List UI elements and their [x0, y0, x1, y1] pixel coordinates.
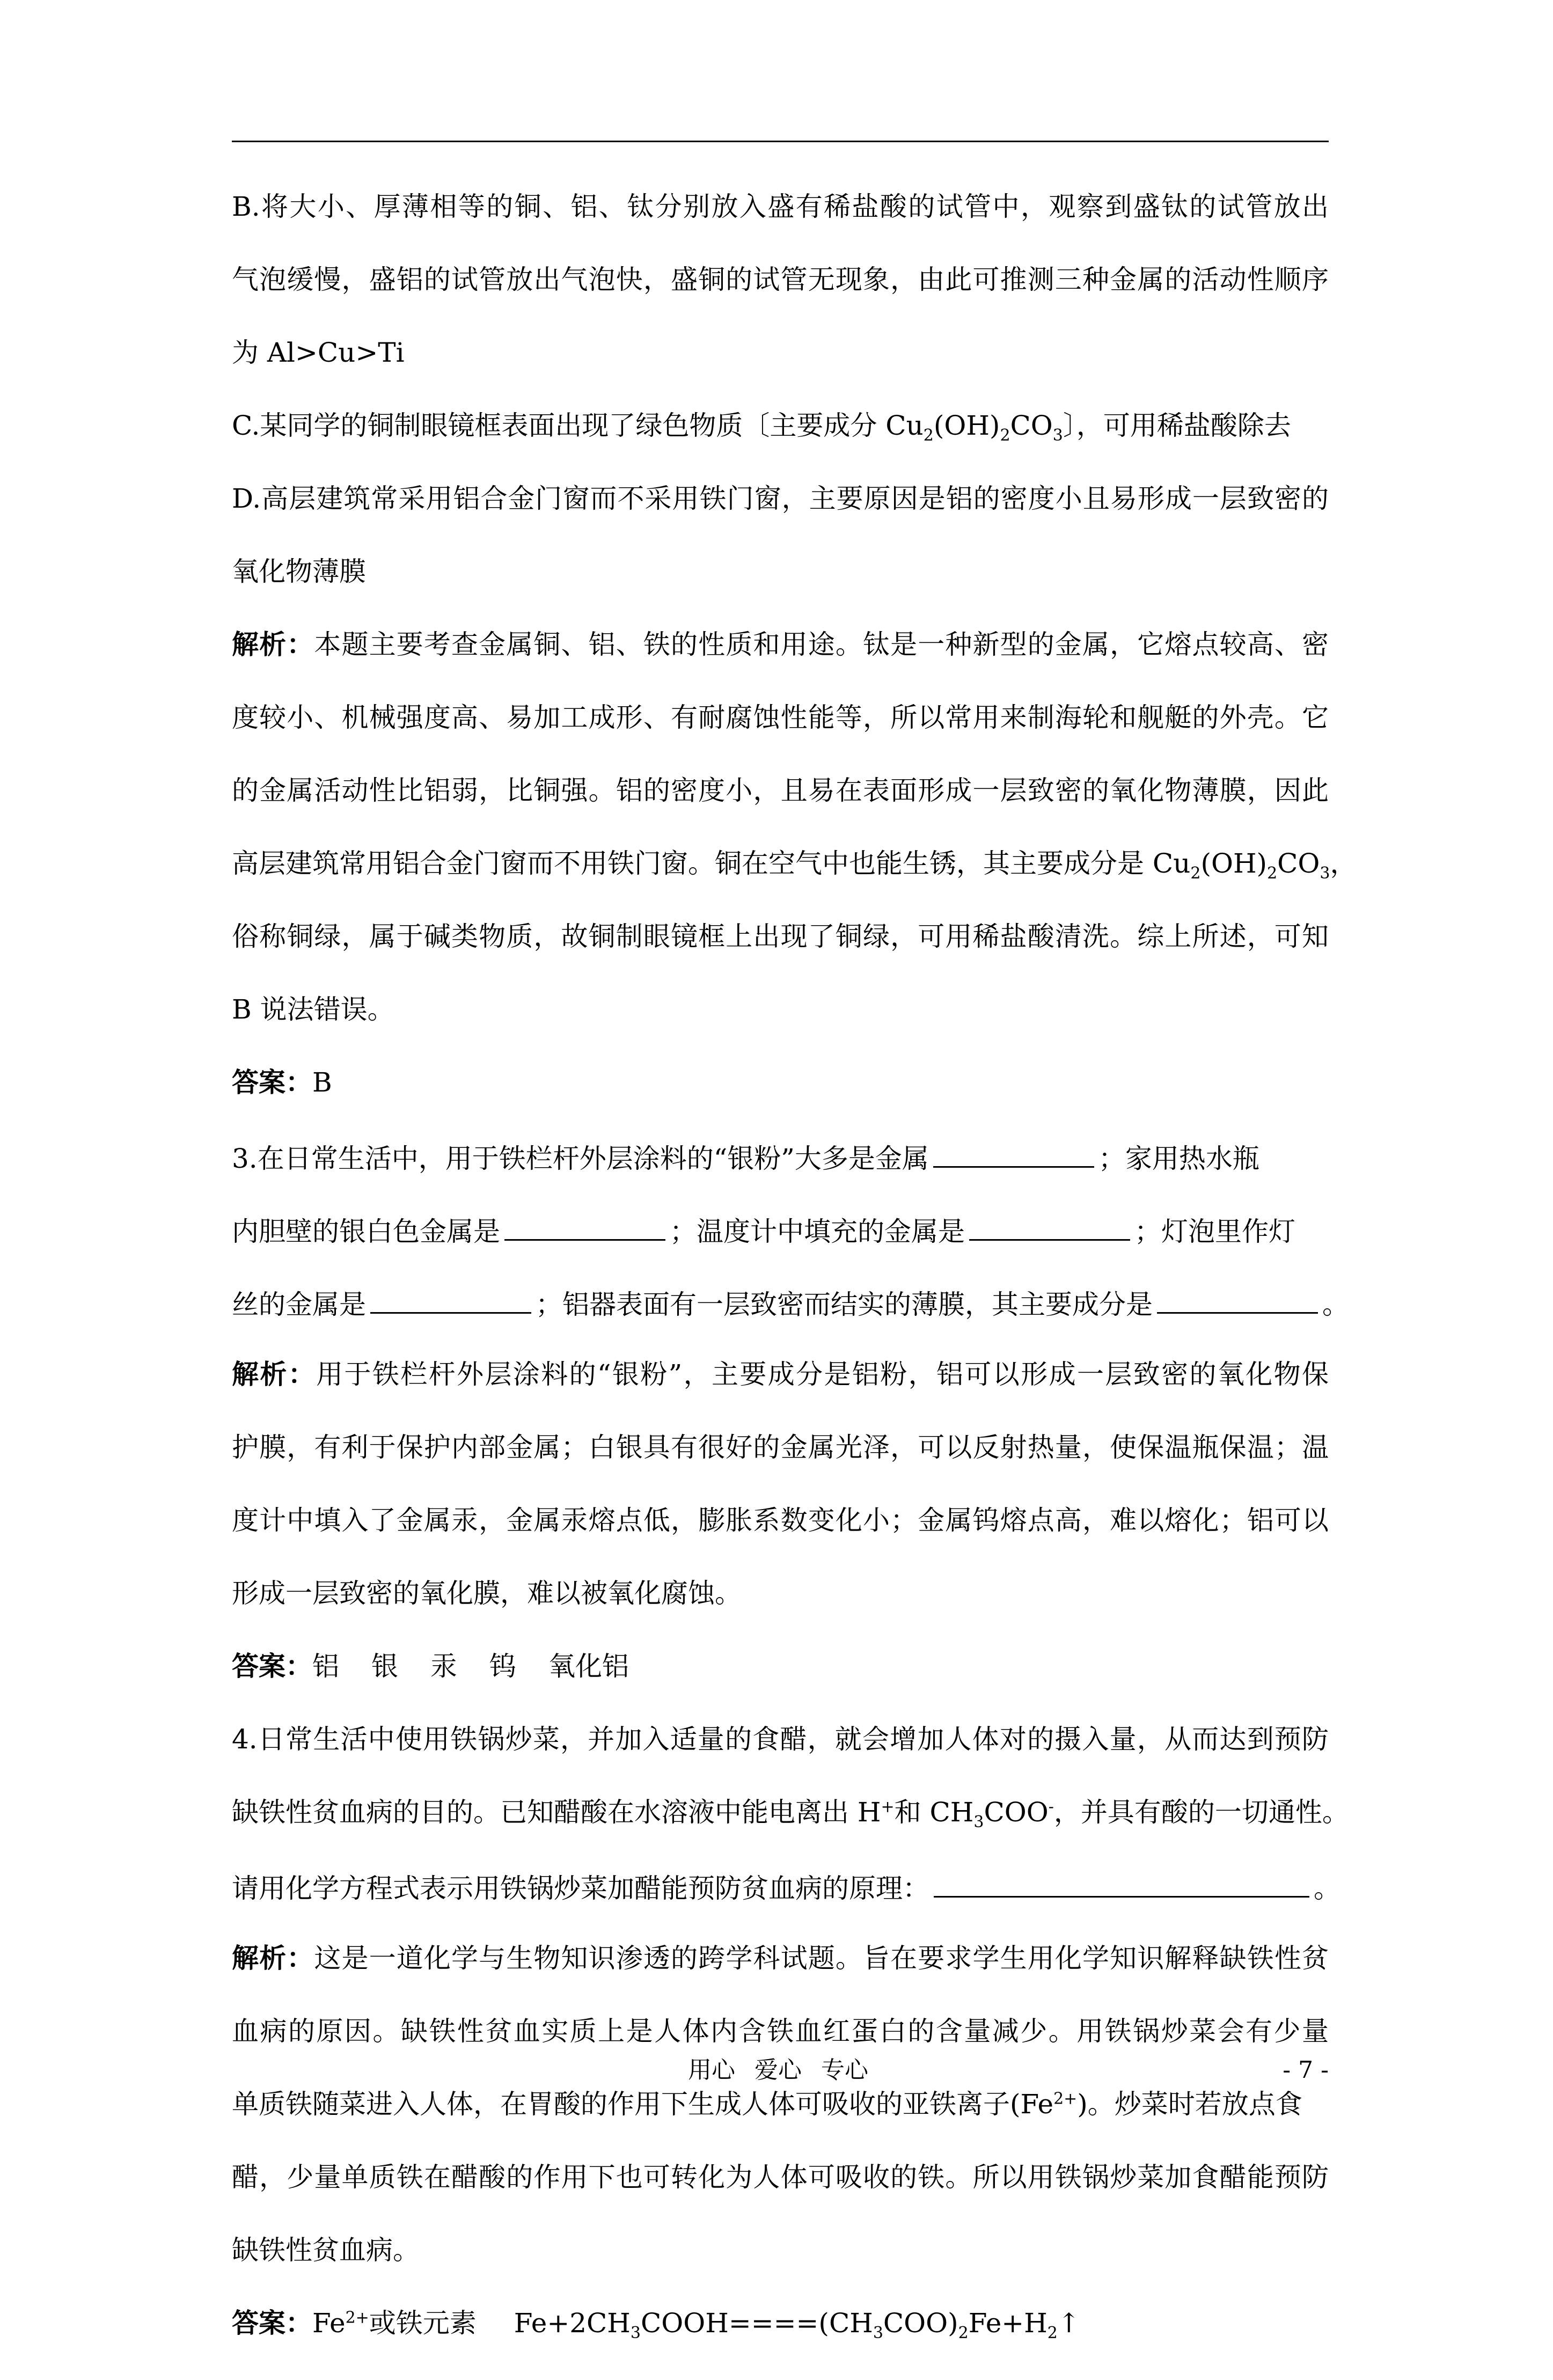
question-4-line-1: 4.日常生活中使用铁锅炒菜，并加入适量的食醋，就会增加人体对的摄入量，从而达到预防: [232, 1724, 1329, 1755]
analysis-2-line-2: 度较小、机械强度高、易加工成形、有耐腐蚀性能等，所以常用来制海轮和舰艇的外壳。它: [232, 702, 1329, 733]
answer-3-line: 答案：铝 银 汞 钨 氧化铝: [232, 1651, 629, 1682]
answer-blank[interactable]: [504, 1212, 665, 1241]
answer-4-line: 答案：$Fe^{2+}$或铁元素 $Fe+2CH_3COOH====(CH_3COO)_2Fe+H_2↑$: [232, 2308, 1080, 2342]
answer-blank[interactable]: [934, 1869, 1309, 1898]
option-d-line-1: D.高层建筑常采用铝合金门窗而不采用铁门窗，主要原因是铝的密度小且易形成一层致密的: [232, 483, 1329, 514]
analysis-4-line-3: 单质铁随菜进入人体，在胃酸的作用下生成人体可吸收的亚铁离子$(Fe^{2+})$。炒菜时若放点食: [232, 2089, 1302, 2120]
analysis-3-line-3: 度计中填入了金属汞，金属汞熔点低，膨胀系数变化小；金属钨熔点高，难以熔化；铝可以: [232, 1505, 1329, 1536]
answer-blank[interactable]: [969, 1212, 1130, 1241]
option-d-line-2: 氧化物薄膜: [232, 556, 366, 587]
answer-2-line: 答案：B: [232, 1067, 332, 1098]
page-number: - 7 -: [1283, 2056, 1329, 2084]
analysis-4-line-5: 缺铁性贫血病。: [232, 2235, 420, 2266]
footer-motto: 用心 爱心 专心: [688, 2056, 868, 2084]
analysis-3-line-4: 形成一层致密的氧化膜，难以被氧化腐蚀。: [232, 1578, 742, 1609]
question-3-line-2: 内胆壁的银白色金属是 ；温度计中填充的金属是 ；灯泡里作灯: [232, 1212, 1329, 1285]
answer-label: 答案：: [232, 1067, 312, 1098]
header-rule: [232, 141, 1329, 142]
option-c-line: C.某同学的铜制眼镜框表面出现了绿色物质〔主要成分 $Cu_2(OH)_2CO_3$〕，可用稀盐酸除去: [232, 410, 1291, 445]
analysis-2-line-5: 俗称铜绿，属于碱类物质，故铜制眼镜框上出现了铜绿，可用稀盐酸清洗。综上所述，可知: [232, 921, 1329, 952]
analysis-2-line-4: 高层建筑常用铝合金门窗而不用铁门窗。铜在空气中也能生锈，其主要成分是 $Cu_2(OH)_2CO_3$，: [232, 848, 1357, 883]
analysis-3-line-2: 护膜，有利于保护内部金属；白银具有很好的金属光泽，可以反射热量，使保温瓶保温；温: [232, 1432, 1329, 1463]
answer-label: 答案：: [232, 2308, 312, 2339]
analysis-label: 解析：: [232, 1943, 314, 1974]
answer-blank[interactable]: [933, 1139, 1094, 1168]
analysis-label: 解析：: [232, 1359, 317, 1390]
chemical-equation: $Fe+2CH_3COOH====(CH_3COO)_2Fe+H_2↑$: [514, 2308, 1080, 2342]
analysis-label: 解析：: [232, 629, 314, 660]
option-b-line-3: 为 Al>Cu>Ti: [232, 337, 405, 368]
analysis-4-line-4: 醋，少量单质铁在醋酸的作用下也可转化为人体可吸收的铁。所以用铁锅炒菜加食醋能预防: [232, 2162, 1329, 2193]
analysis-4-line-1: 解析：这是一道化学与生物知识渗透的跨学科试题。旨在要求学生用化学知识解释缺铁性贫: [232, 1943, 1329, 1974]
question-3-line-3: 丝的金属是 ；铝器表面有一层致密而结实的薄膜，其主要成分是 。: [232, 1285, 1329, 1358]
analysis-3-line-1: 解析：用于铁栏杆外层涂料的“银粉”，主要成分是铝粉，铝可以形成一层致密的氧化物保: [232, 1359, 1329, 1390]
document-body: [232, 191, 1357, 2380]
option-b-line-1: B.将大小、厚薄相等的铜、铝、钛分别放入盛有稀盐酸的试管中，观察到盛钛的试管放出: [232, 191, 1329, 222]
question-4-line-3: 请用化学方程式表示用铁锅炒菜加醋能预防贫血病的原理： 。: [232, 1869, 1329, 1942]
option-b-line-2: 气泡缓慢，盛铝的试管放出气泡快，盛铜的试管无现象，由此可推测三种金属的活动性顺序: [232, 264, 1329, 295]
analysis-2-line-1: 解析：本题主要考查金属铜、铝、铁的性质和用途。钛是一种新型的金属，它熔点较高、密: [232, 629, 1329, 660]
question-4-line-2: 缺铁性贫血病的目的。已知醋酸在水溶液中能电离出 H+和 $CH_3COO^-$，并具有酸的一切通性。: [232, 1797, 1349, 1832]
analysis-2-line-6: B 说法错误。: [232, 994, 394, 1025]
analysis-4-line-2: 血病的原因。缺铁性贫血实质上是人体内含铁血红蛋白的含量减少。用铁锅炒菜会有少量: [232, 2016, 1329, 2047]
answer-label: 答案：: [232, 1651, 312, 1682]
question-3-line-1: 3.在日常生活中，用于铁栏杆外层涂料的“银粉”大多是金属 ；家用热水瓶: [232, 1139, 1329, 1212]
analysis-2-line-3: 的金属活动性比铝弱，比铜强。铝的密度小，且易在表面形成一层致密的氧化物薄膜，因此: [232, 775, 1329, 806]
answer-blank[interactable]: [370, 1285, 531, 1314]
answer-blank[interactable]: [1157, 1285, 1318, 1314]
